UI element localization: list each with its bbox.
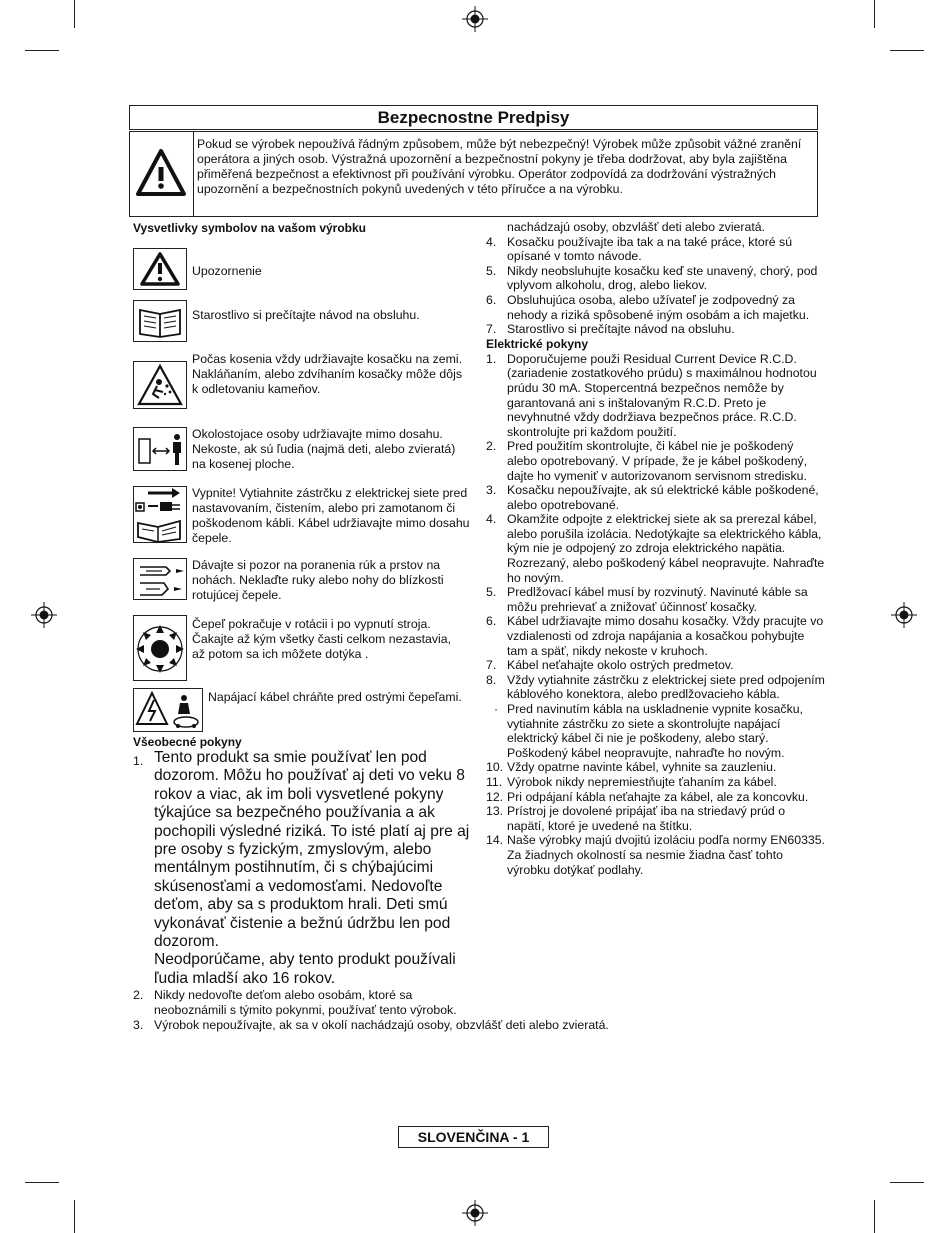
item-number: 5. [486, 585, 497, 600]
intro-text: Pokud se výrobek nepoužívá řádným způsobem, může být nebezpečný! Výrobek může způsobit vážné zranění operátora a jiných osob. Výstražná upozornění a bezpečnostní pokyny je třeba dodržovat, aby byla zajištěna přiměřená bezpečnost a efektivnost při používání výrobku. Operátor zodpovídá za dodržování výstražných upozornění a bezpečnostních pokynů uvedených v této příručce a na výrobku. [197, 137, 802, 196]
item-number: 11. [486, 774, 503, 789]
general-heading: Všeobecné pokyny [133, 735, 242, 749]
general-list-right [486, 220, 826, 337]
list-item [486, 483, 826, 512]
item-number: 3. [133, 1017, 144, 1032]
symbol-box-unplug [133, 486, 187, 543]
page-title: Bezpecnostne Predpisy [129, 105, 818, 130]
list-item [486, 293, 826, 322]
list-item [486, 775, 826, 790]
warning-triangle-icon [140, 252, 180, 286]
item-number: 13. [486, 804, 504, 819]
list-item [486, 673, 826, 702]
item-number: 7. [486, 658, 497, 673]
symbol-text: Starostlivo si prečítajte návod na obsluhu. [192, 308, 420, 322]
symbol-box-warning [133, 248, 187, 290]
hand-foot-blade-icon [136, 561, 186, 599]
item-text: Vždy opatrne navinte kábel, vyhnite sa zauzleniu. [507, 760, 777, 775]
symbol-box-bystanders [133, 427, 187, 471]
list-item [486, 512, 826, 585]
crop-mark [74, 1200, 75, 1233]
item-number: 2. [133, 988, 144, 1003]
list-item [486, 264, 826, 293]
list-item [133, 749, 478, 988]
list-item-continued [486, 220, 826, 235]
item-number: 14. [486, 833, 504, 848]
symbol-text: Vypnite! Vytiahnite zástrčku z elektrickej siete pred nastavovaním, čistením, alebo pri zamotanom či poškodenom kábli. Kábel udržiavajte mimo dosahu čepele. [192, 486, 470, 545]
item-text: Okamžite odpojte z elektrickej siete ak sa prerezal kábel, alebo porušila izolácia. Nedotýkajte sa elektrického kábla, kým nie je odpojený zo zdroja elektrického napätia. Rozrezaný, alebo poškodený kábel neopravujte. Nahraďte ho novým. [507, 512, 825, 585]
item-number: 3. [486, 483, 497, 498]
open-book-icon [136, 304, 184, 338]
crop-mark [874, 0, 875, 28]
item-text: nachádzajú osoby, obzvlášť deti alebo zvieratá. [507, 220, 765, 234]
list-item [486, 235, 826, 264]
registration-mark-icon [462, 6, 488, 32]
electrical-list [486, 352, 826, 877]
list-item [486, 585, 826, 614]
item-text: Doporučujeme použi Residual Current Device R.C.D. (zariadenie zostatkového prúdu) s maximálnou hodnotou prúdu 30 mA. Stopercentná bezpečnos nemôže by garantovaná ani s inštalovaným R.C.D. Preto je nevyhnutné vždy dodržiava bezpečnos práce. R.C.D. skontrolujte pri každom použití. [507, 351, 817, 439]
item-text: Pri odpájaní kábla neťahajte za kábel, ale za koncovku. [507, 789, 809, 804]
symbols-heading: Vysvetlivky symbolov na vašom výrobku [133, 221, 366, 235]
item-text: Starostlivo si prečítajte návod na obsluhu. [507, 322, 735, 337]
item-text: Nikdy nedovoľte deťom alebo osobám, ktoré sa neoboznámili s týmito pokynmi, používať tento výrobok. [154, 988, 457, 1018]
rotating-blade-icon [134, 619, 186, 679]
item-number: 2. [486, 439, 497, 454]
list-item [486, 790, 826, 805]
cable-blade-icon [134, 690, 202, 730]
item-text: Tento produkt sa smie používať len pod dozorom. Môžu ho používať aj deti vo veku 8 rokov a viac, ak im boli vysvetlené pokyny týkajúce sa bezpečného používania a ak pochopili výsledné riziká. To isté platí aj pre aj pre osoby s fyzickým, zmyslovým, alebo mentálnym postihnutím, či s chýbajúcimi skúsenosťami a vedomosťami. Nedovoľte deťom, aby sa s produktom hrali. Deti smú vykonávať čistenie a bežnú údržbu len pod dozorom. [154, 749, 470, 951]
crop-mark [25, 50, 59, 51]
item-number: 1. [133, 754, 144, 768]
symbol-box-rotating-blade [133, 615, 187, 681]
item-number: 4. [486, 234, 497, 249]
symbol-text: Čepeľ pokračuje v rotácii i po vypnutí stroja. Čakajte až kým všetky časti celkom nezastavia, až potom sa ich môžete dotýka . [192, 617, 452, 661]
crop-mark [890, 50, 924, 51]
item-text: Kosačku nepoužívajte, ak sú elektrické káble poškodené, alebo opotrebované. [507, 483, 819, 512]
item-number: 5. [486, 263, 497, 278]
registration-mark-icon [462, 1200, 488, 1226]
item-number: · [494, 702, 499, 716]
symbol-box-debris [133, 361, 187, 409]
item-text: Pred použitím skontrolujte, či kábel nie je poškodený alebo opotrebovaný. V prípade, že je kábel poškodený, dajte ho vymeniť v autorizovanom servisnom stredisku. [507, 439, 808, 483]
registration-mark-icon [891, 602, 917, 628]
item-text: Predlžovací kábel musí by rozvinutý. Navinuté káble sa môžu prehrievať a znižovať účinnosť kosačky. [507, 585, 808, 614]
list-item [486, 658, 826, 673]
item-text: Kábel neťahajte okolo ostrých predmetov. [507, 658, 734, 673]
item-text: Kábel udržiavajte mimo dosahu kosačky. Vždy pracujte vo vzdialenosti od zdroja napájania a kosačkou pohybujte tam a späť, nikdy nekoste v kruhoch. [507, 614, 824, 658]
intro-icon-cell [130, 132, 194, 216]
item-text: Pred navinutím kábla na uskladnenie vypnite kosačku, vytiahnite zástrčku zo siete a skontrolujte napájací elektrický kábel či nie je poškodeny, alebo starý. Poškodený kábel neopravujte, nahraďte ho novým. [507, 702, 803, 760]
page-footer-language: SLOVENČINA - 1 [398, 1126, 549, 1148]
item-number: 6. [486, 292, 497, 307]
list-item [486, 833, 826, 877]
list-item [486, 352, 826, 440]
item-number: 8. [486, 672, 497, 687]
symbol-text: Napájací kábel chráňte pred ostrými čepeľami. [208, 690, 462, 704]
list-item [486, 804, 826, 833]
item-number: 10. [486, 760, 504, 775]
list-item [133, 1017, 609, 1033]
crop-mark [874, 1200, 875, 1233]
bystander-distance-icon [136, 431, 186, 469]
item-text: Nikdy neobsluhujte kosačku keď ste unavený, chorý, pod vplyvom alkoholu, drog, alebo liekov. [507, 263, 818, 293]
symbol-box-manual [133, 300, 187, 342]
crop-mark [890, 1182, 924, 1183]
item-text: Kosačku používajte iba tak a na také práce, ktoré sú opísané v tomto návode. [507, 234, 793, 264]
item-text: Naše výrobky majú dvojitú izoláciu podľa normy EN60335. Za žiadnych okolností sa nesmie žiadna časť tohto výrobku dotýkať podlahy. [507, 833, 825, 877]
item-text: Vždy vytiahnite zástrčku z elektrickej siete pred odpojením káblového konektora, alebo predlžovacieho kábla. [507, 672, 825, 702]
unplug-icon [134, 487, 186, 542]
right-column [486, 220, 826, 877]
symbol-text: Okolostojace osoby udržiavajte mimo dosahu. Nekoste, ak sú ľudia (najmä deti, alebo zvieratá) na kosenej ploche. [192, 427, 456, 471]
item-text: Výrobok nepoužívajte, ak sa v okolí nachádzajú osoby, obzvlášť deti alebo zvieratá. [154, 1017, 609, 1032]
item-number: 1. [486, 351, 497, 366]
symbol-box-cable [133, 688, 203, 732]
warning-triangle-icon [136, 148, 186, 198]
list-item [486, 322, 826, 337]
list-item [486, 614, 826, 658]
intro-warning-box [129, 131, 818, 217]
item-number: 6. [486, 614, 497, 629]
crop-mark [74, 0, 75, 28]
item-number: 7. [486, 322, 497, 337]
crop-mark [25, 1182, 59, 1183]
symbol-box-hands-feet [133, 558, 187, 600]
item-number: 4. [486, 512, 497, 527]
item-text: Výrobok nikdy nepremiestňujte ťahaním za kábel. [507, 774, 777, 789]
flying-debris-icon [137, 364, 183, 406]
registration-mark-icon [31, 602, 57, 628]
list-item [486, 702, 826, 760]
item-text: Obsluhujúca osoba, alebo užívateľ je zodpovedný za nehody a riziká spôsobené iným osobám a ich majetku. [507, 292, 810, 322]
list-item [486, 760, 826, 775]
item-text: Prístroj je dovolené pripájať iba na striedavý prúd o napätí, ktoré je uvedené na štítku. [507, 804, 786, 833]
list-item [486, 439, 826, 483]
symbol-text: Upozornenie [192, 264, 262, 278]
list-item [133, 988, 478, 1018]
item-text: Neodporúčame, aby tento produkt používali ľudia mladší ako 16 rokov. [154, 951, 456, 987]
symbol-text: Počas kosenia vždy udržiavajte kosačku na zemi. Nakláňaním, alebo zdvíhaním kosačky môže dôjs k odletovaniu kameňov. [192, 352, 462, 396]
symbol-text: Dávajte si pozor na poranenia rúk a prstov na nohách. Neklaďte ruky alebo nohy do blízkosti rotujúcej čepele. [192, 558, 444, 602]
item-number: 12. [486, 789, 504, 804]
electrical-heading: Elektrické pokyny [486, 336, 589, 351]
